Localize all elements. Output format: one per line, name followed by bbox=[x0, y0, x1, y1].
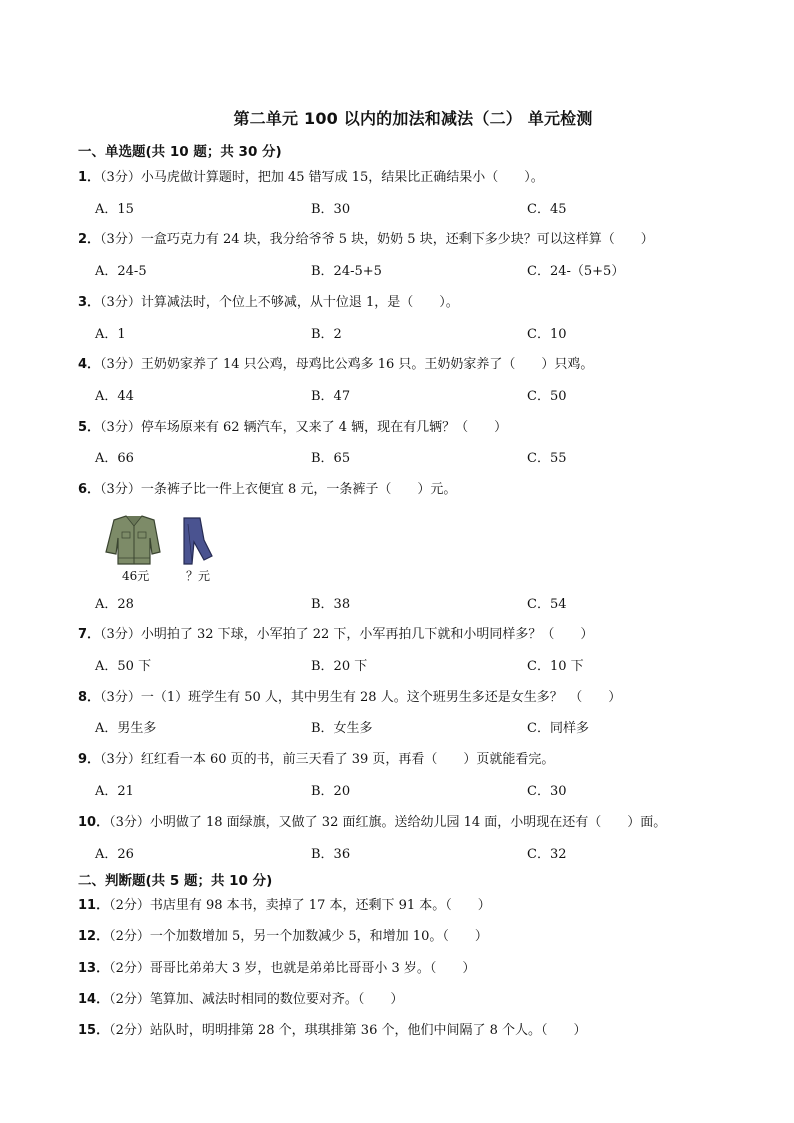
question-number: 5． bbox=[78, 420, 101, 435]
option-c: C．10 下 bbox=[527, 659, 584, 674]
question-number: 1． bbox=[78, 170, 101, 185]
question-15 bbox=[78, 1019, 587, 1038]
option-a: A．26 bbox=[95, 847, 134, 862]
jacket-and-pants-illustration bbox=[100, 512, 230, 586]
question-14 bbox=[78, 988, 403, 1007]
question-number: 11． bbox=[78, 898, 110, 913]
option-a: A．15 bbox=[95, 202, 134, 217]
option-b: B．36 bbox=[311, 847, 351, 862]
jacket-icon bbox=[106, 516, 160, 564]
question-text: （3分）计算减法时，个位上不够减，从十位退 1，是（ ）。 bbox=[100, 295, 459, 310]
question-6 bbox=[78, 478, 456, 497]
question-number: 15． bbox=[78, 1023, 110, 1038]
option-a: A．28 bbox=[95, 597, 134, 612]
question-11 bbox=[78, 894, 491, 913]
option-a: A．44 bbox=[95, 389, 134, 404]
option-c: C．24-（5+5） bbox=[527, 264, 625, 279]
question-2 bbox=[78, 228, 654, 247]
option-c: C．55 bbox=[527, 451, 567, 466]
question-number: 13． bbox=[78, 961, 110, 976]
question-text: （3分）王奶奶家养了 14 只公鸡，母鸡比公鸡多 16 只。王奶奶家养了（ ）只鸡。 bbox=[100, 357, 594, 372]
option-a: A．66 bbox=[95, 451, 134, 466]
pants-price-label: ？元 bbox=[186, 569, 211, 583]
question-number: 4． bbox=[78, 357, 101, 372]
option-b: B．24-5+5 bbox=[311, 264, 382, 279]
question-text: （3分）小明拍了 32 下球，小军拍了 22 下，小军再拍几下就和小明同样多？（ ） bbox=[100, 627, 594, 642]
option-b: B．65 bbox=[311, 451, 351, 466]
question-number: 10． bbox=[78, 815, 110, 830]
question-1 bbox=[78, 166, 544, 185]
question-text: （3分）一条裤子比一件上衣便宜 8 元，一条裤子（ ）元。 bbox=[100, 482, 457, 497]
option-a: A．50 下 bbox=[95, 659, 152, 674]
page-title: 第二单元 100 以内的加法和减法（二） 单元检测 bbox=[233, 109, 593, 128]
question-7 bbox=[78, 623, 593, 642]
option-c: C．32 bbox=[527, 847, 567, 862]
option-c: C．30 bbox=[527, 784, 567, 799]
question-8 bbox=[78, 686, 621, 705]
option-c: C．50 bbox=[527, 389, 567, 404]
option-a: A．男生多 bbox=[95, 721, 157, 736]
jacket-price-label: 46元 bbox=[122, 569, 150, 583]
option-c: C．10 bbox=[527, 327, 567, 342]
option-c: C．45 bbox=[527, 202, 567, 217]
question-text: （3分）一盒巧克力有 24 块，我分给爷爷 5 块，奶奶 5 块，还剩下多少块？可以这样算（ ） bbox=[100, 232, 654, 247]
question-13 bbox=[78, 957, 475, 976]
question-text: （2分）笔算加、减法时相同的数位要对齐。（ ） bbox=[109, 992, 404, 1007]
option-b: B．38 bbox=[311, 597, 351, 612]
section-heading-single-choice: 一、单选题(共 10 题；共 30 分) bbox=[78, 144, 282, 160]
question-text: （2分）站队时，明明排第 28 个，琪琪排第 36 个，他们中间隔了 8 个人。（ ） bbox=[109, 1023, 587, 1038]
option-b: B．20 bbox=[311, 784, 351, 799]
option-b: B．30 bbox=[311, 202, 351, 217]
question-number: 12． bbox=[78, 929, 110, 944]
option-b: B．20 下 bbox=[311, 659, 368, 674]
pants-icon bbox=[184, 518, 212, 564]
question-number: 6． bbox=[78, 482, 101, 497]
question-3 bbox=[78, 291, 459, 310]
option-c: C．54 bbox=[527, 597, 567, 612]
question-text: （3分）一（1）班学生有 50 人，其中男生有 28 人。这个班男生多还是女生多？ （ ） bbox=[100, 690, 622, 705]
option-a: A．24-5 bbox=[95, 264, 147, 279]
question-text: （3分）小明做了 18 面绿旗，又做了 32 面红旗。送给幼儿园 14 面，小明现在还有（ ）面。 bbox=[109, 815, 667, 830]
option-b: B．2 bbox=[311, 327, 342, 342]
question-text: （2分）一个加数增加 5，另一个加数减少 5，和增加 10。（ ） bbox=[109, 929, 488, 944]
question-4 bbox=[78, 353, 593, 372]
question-9 bbox=[78, 748, 554, 767]
question-number: 8． bbox=[78, 690, 101, 705]
question-text: （2分）书店里有 98 本书，卖掉了 17 本，还剩下 91 本。（ ） bbox=[109, 898, 491, 913]
option-c: C．同样多 bbox=[527, 721, 589, 736]
question-number: 3． bbox=[78, 295, 101, 310]
question-10 bbox=[78, 811, 666, 830]
option-b: B．女生多 bbox=[311, 721, 373, 736]
question-number: 9． bbox=[78, 752, 101, 767]
question-5 bbox=[78, 416, 507, 435]
question-number: 7． bbox=[78, 627, 101, 642]
question-number: 14． bbox=[78, 992, 110, 1007]
question-text: （2分）哥哥比弟弟大 3 岁，也就是弟弟比哥哥小 3 岁。（ ） bbox=[109, 961, 476, 976]
option-b: B．47 bbox=[311, 389, 351, 404]
section-heading-true-false: 二、判断题(共 5 题；共 10 分) bbox=[78, 873, 273, 889]
question-text: （3分）停车场原来有 62 辆汽车，又来了 4 辆，现在有几辆？（ ） bbox=[100, 420, 508, 435]
question-number: 2． bbox=[78, 232, 101, 247]
option-a: A．1 bbox=[95, 327, 126, 342]
question-12 bbox=[78, 925, 488, 944]
option-a: A．21 bbox=[95, 784, 134, 799]
question-text: （3分）红红看一本 60 页的书，前三天看了 39 页，再看（ ）页就能看完。 bbox=[100, 752, 555, 767]
question-text: （3分）小马虎做计算题时，把加 45 错写成 15，结果比正确结果小（ ）。 bbox=[100, 170, 544, 185]
